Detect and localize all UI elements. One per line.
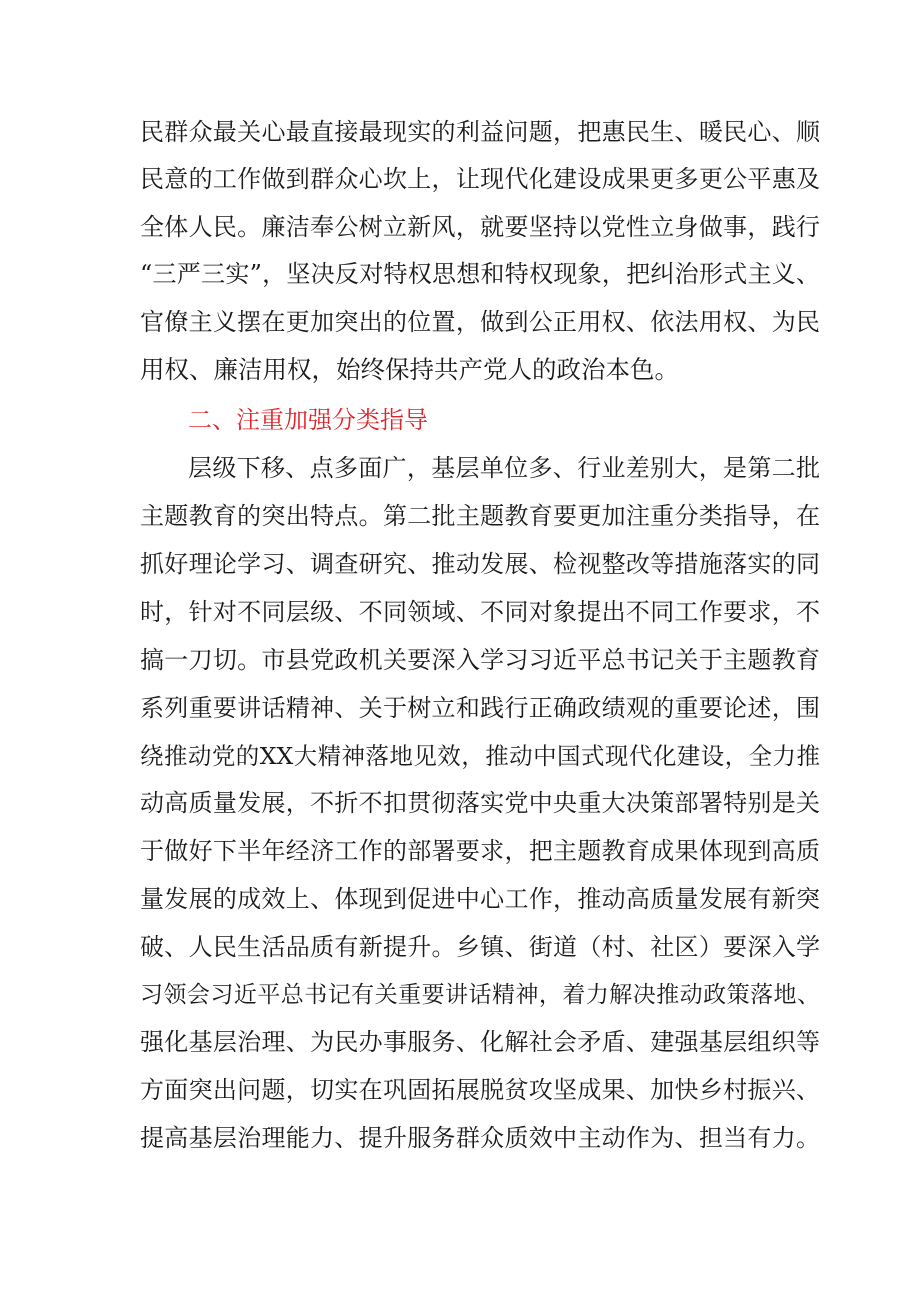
para2-line-6: 系列重要讲话精神、关于树立和践行正确政绩观的重要论述，围 — [140, 694, 820, 722]
para2-line-7: 绕推动党的XX大精神落地见效，推动中国式现代化建设，全力推 — [140, 742, 820, 770]
para2-line-4: 时，针对不同层级、不同领域、不同对象提出不同工作要求，不 — [140, 598, 820, 626]
para2-line-14: 方面突出问题，切实在巩固拓展脱贫攻坚成果、加快乡村振兴、 — [140, 1076, 820, 1104]
para2-line-1: 层级下移、点多面广，基层单位多、行业差别大，是第二批 — [188, 454, 820, 482]
para2-line-11: 破、人民生活品质有新提升。乡镇、街道（村、社区）要深入学 — [140, 933, 820, 961]
para2-line-15: 提高基层治理能力、提升服务群众质效中主动作为、担当有力。 — [140, 1124, 820, 1152]
para2-line-3: 抓好理论学习、调查研究、推动发展、检视整改等措施落实的同 — [140, 550, 820, 578]
para1-line-3: 全体人民。廉洁奉公树立新风，就要坚持以党性立身做事，践行 — [140, 213, 820, 241]
section-heading: 二、注重加强分类指导 — [188, 406, 428, 434]
para1-line-2: 民意的工作做到群众心坎上，让现代化建设成果更多更公平惠及 — [140, 165, 820, 193]
para2-line-5: 搞一刀切。市县党政机关要深入学习习近平总书记关于主题教育 — [140, 646, 820, 674]
para1-line-1: 民群众最关心最直接最现实的利益问题，把惠民生、暖民心、顺 — [140, 118, 820, 146]
para2-line-9: 于做好下半年经济工作的部署要求，把主题教育成果体现到高质 — [140, 837, 820, 865]
para1-line-4: “三严三实”，坚决反对特权思想和特权现象，把纠治形式主义、 — [140, 260, 820, 288]
para2-line-2: 主题教育的突出特点。第二批主题教育要更加注重分类指导，在 — [140, 502, 820, 530]
para2-line-13: 强化基层治理、为民办事服务、化解社会矛盾、建强基层组织等 — [140, 1028, 820, 1056]
para1-line-6: 用权、廉洁用权，始终保持共产党人的政治本色。 — [140, 355, 679, 384]
para1-line-5: 官僚主义摆在更加突出的位置，做到公正用权、依法用权、为民 — [140, 308, 820, 336]
para2-line-10: 量发展的成效上、体现到促进中心工作，推动高质量发展有新突 — [140, 885, 820, 913]
para2-line-8: 动高质量发展，不折不扣贯彻落实党中央重大决策部署特别是关 — [140, 789, 820, 817]
para2-line-12: 习领会习近平总书记有关重要讲话精神，着力解决推动政策落地、 — [140, 982, 820, 1008]
